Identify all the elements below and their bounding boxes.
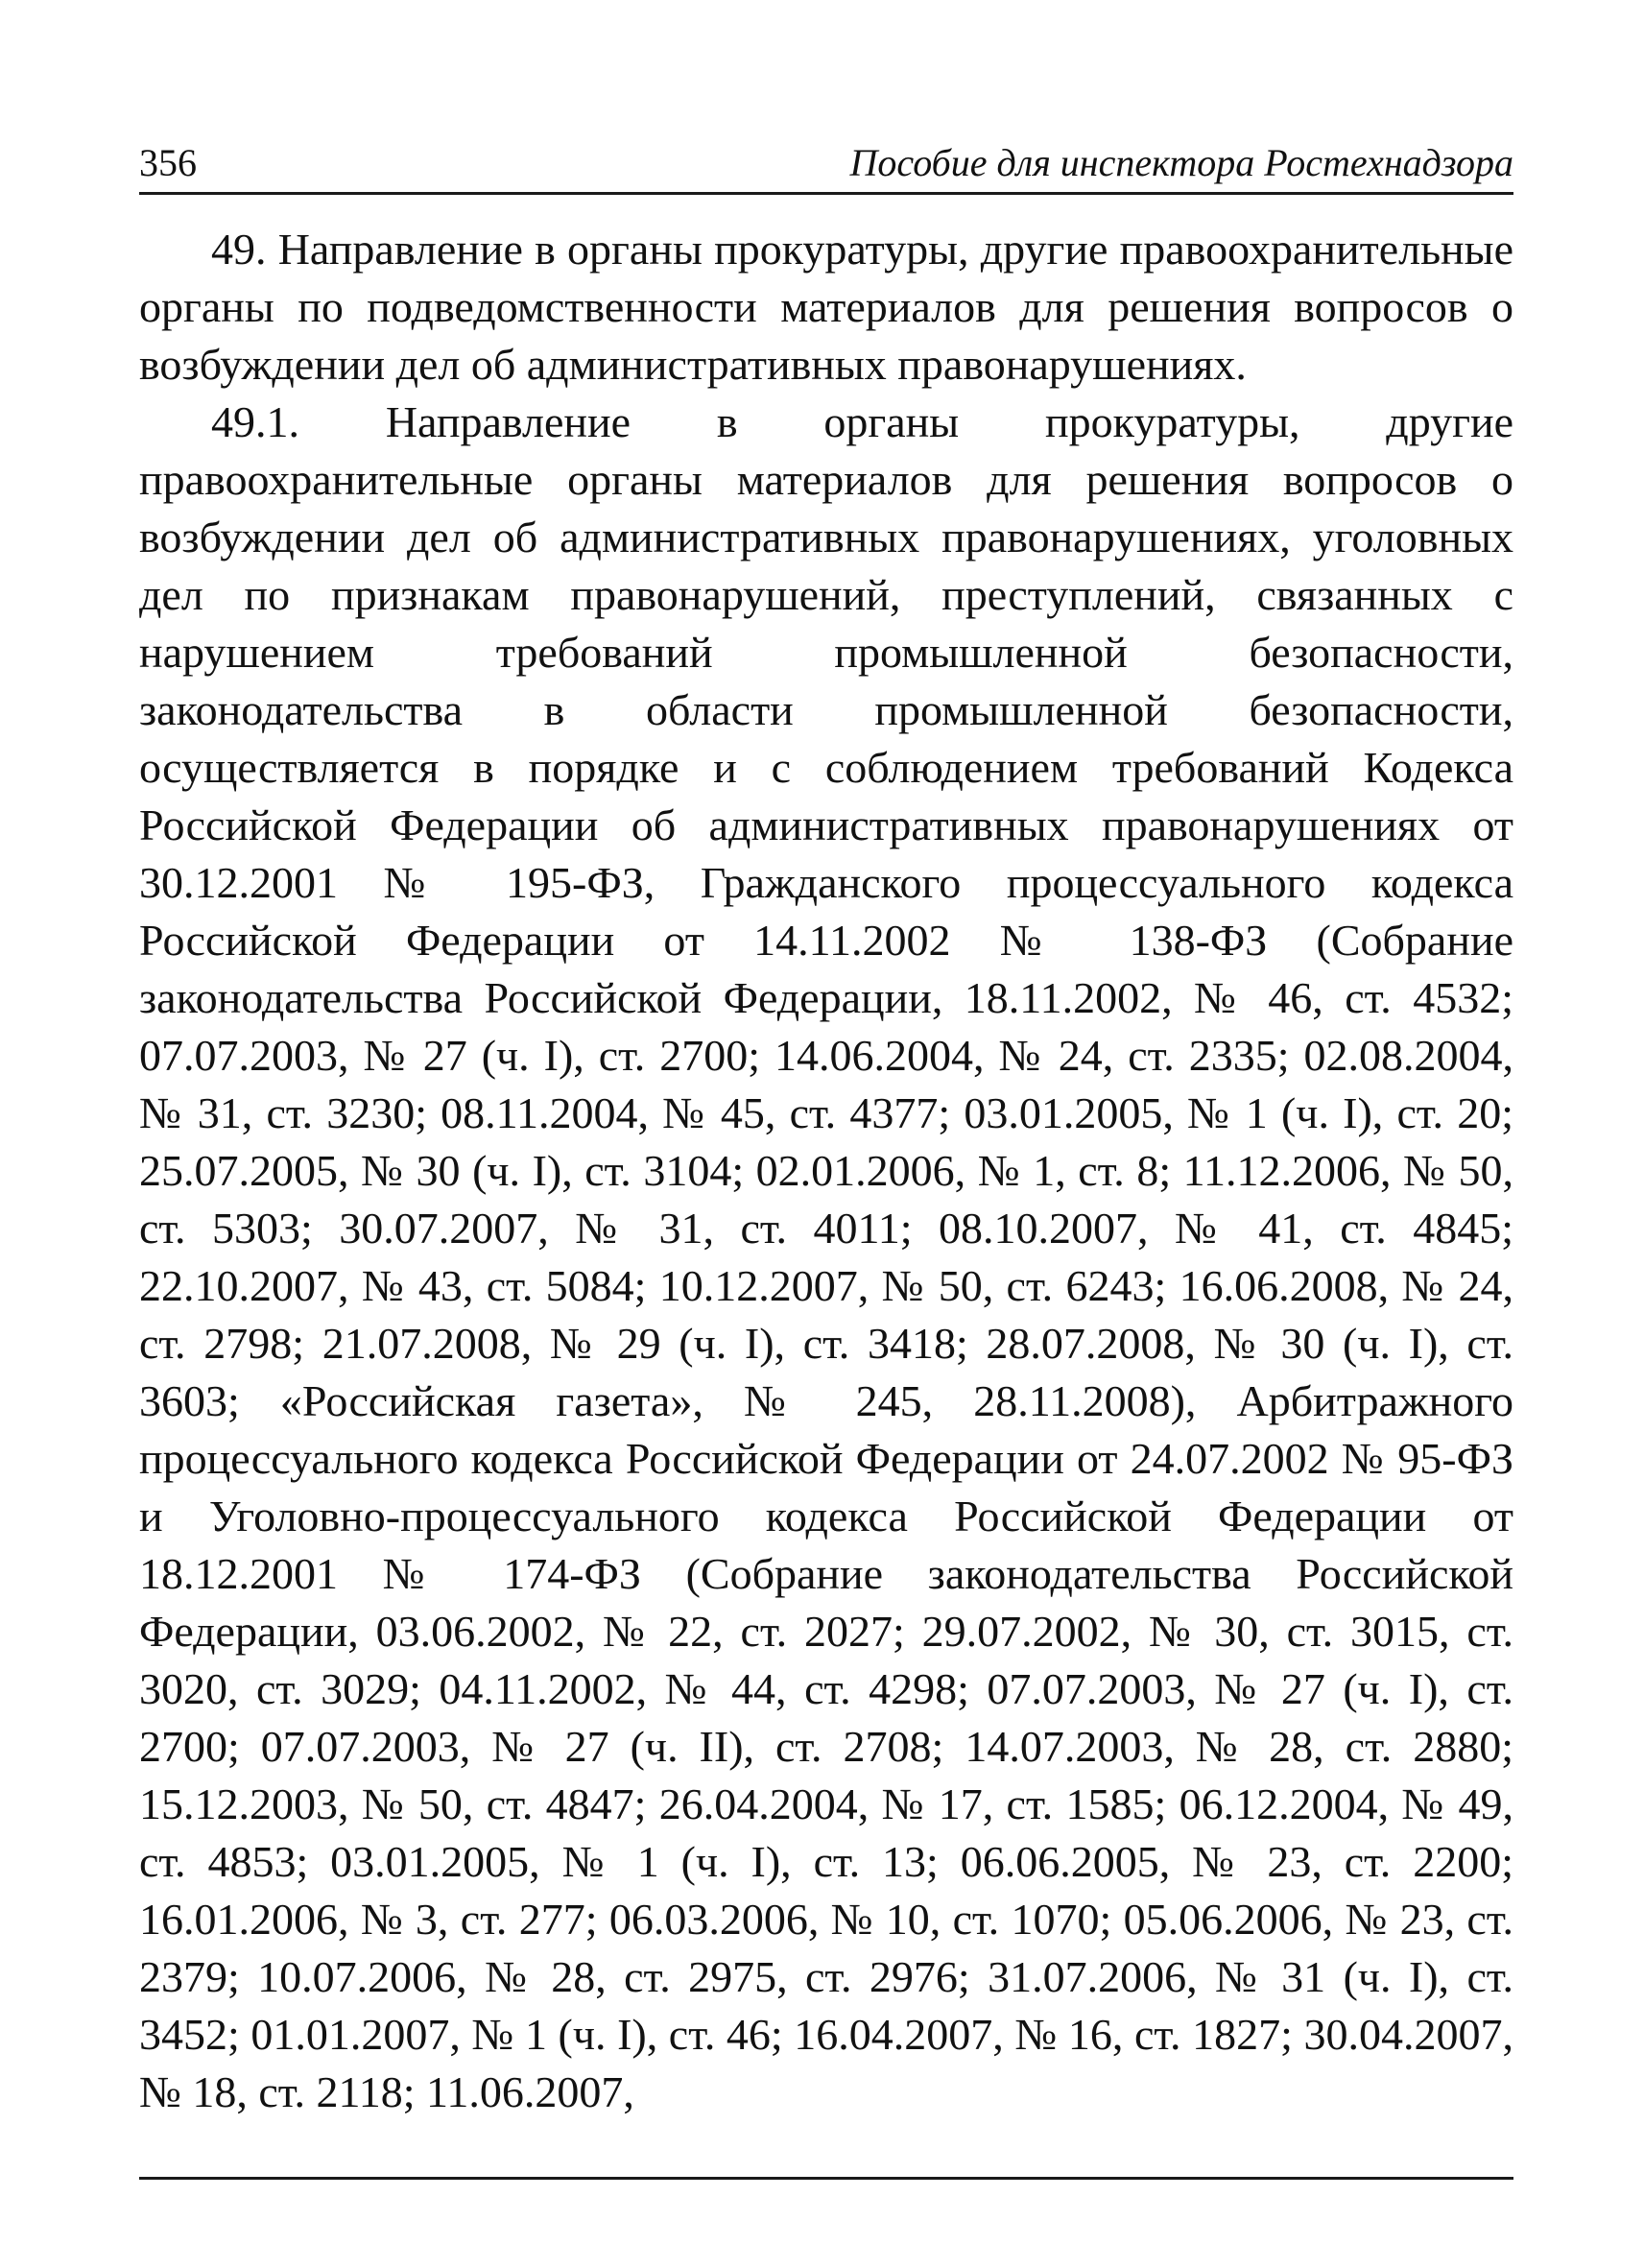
footer-rule xyxy=(139,2177,1513,2180)
page-header xyxy=(139,134,1513,195)
running-title: Пособие для инспектора Ростехнадзора xyxy=(849,141,1513,184)
body-text xyxy=(139,221,1513,2121)
book-page xyxy=(139,134,1513,2121)
paragraph-49: 49. Направление в органы прокуратуры, другие правоохранительные органы по подведомственности материалов для решения вопросов о возбуждении дел об административных правонарушениях. xyxy=(139,225,1513,389)
paragraph-49-1: 49.1. Направление в органы прокуратуры, другие правоохранительные органы материалов для решения вопросов о возбуждении дел об административных правонарушениях, уголовных дел по признакам правонарушений, преступлений, связанных с нарушением требований промышленной безопасности, законодательства в области промышленной безопасности, осуществляется в порядке и с соблюдением требований Кодекса Российской Федерации об административных правонарушениях от 30.12.2001 № 195-ФЗ, Гражданского процессуального кодекса Российской Федерации от 14.11.2002 № 138-ФЗ (Собрание законодательства Российской Федерации, 18.11.2002, № 46, ст. 4532; 07.07.2003, № 27 (ч. I), ст. 2700; 14.06.2004, № 24, ст. 2335; 02.08.2004, № 31, ст. 3230; 08.11.2004, № 45, ст. 4377; 03.01.2005, № 1 (ч. I), ст. 20; 25.07.2005, № 30 (ч. I), ст. 3104; 02.01.2006, № 1, ст. 8; 11.12.2006, № 50, ст. 5303; 30.07.2007, № 31, ст. 4011; 08.10.2007, № 41, ст. 4845; 22.10.2007, № 43, ст. 5084; 10.12.2007, № 50, ст. 6243; 16.06.2008, № 24, ст. 2798; 21.07.2008, № 29 (ч. I), ст. 3418; 28.07.2008, № 30 (ч. I), ст. 3603; «Российская газета», № 245, 28.11.2008), Арбитражного процессуального кодекса Российской Федерации от 24.07.2002 № 95-ФЗ и Уголовно-процессуального кодекса Российской Федерации от 18.12.2001 № 174-ФЗ (Собрание законодательства Российской Федерации, 03.06.2002, № 22, ст. 2027; 29.07.2002, № 30, ст. 3015, ст. 3020, ст. 3029; 04.11.2002, № 44, ст. 4298; 07.07.2003, № 27 (ч. I), ст. 2700; 07.07.2003, № 27 (ч. II), ст. 2708; 14.07.2003, № 28, ст. 2880; 15.12.2003, № 50, ст. 4847; 26.04.2004, № 17, ст. 1585; 06.12.2004, № 49, ст. 4853; 03.01.2005, № 1 (ч. I), ст. 13; 06.06.2005, № 23, ст. 2200; 16.01.2006, № 3, ст. 277; 06.03.2006, № 10, ст. 1070; 05.06.2006, № 23, ст. 2379; 10.07.2006, № 28, ст. 2975, ст. 2976; 31.07.2006, № 31 (ч. I), ст. 3452; 01.01.2007, № 1 (ч. I), ст. 46; 16.04.2007, № 16, ст. 1827; 30.04.2007, № 18, ст. 2118; 11.06.2007, xyxy=(139,397,1513,2116)
page-number: 356 xyxy=(139,141,197,184)
